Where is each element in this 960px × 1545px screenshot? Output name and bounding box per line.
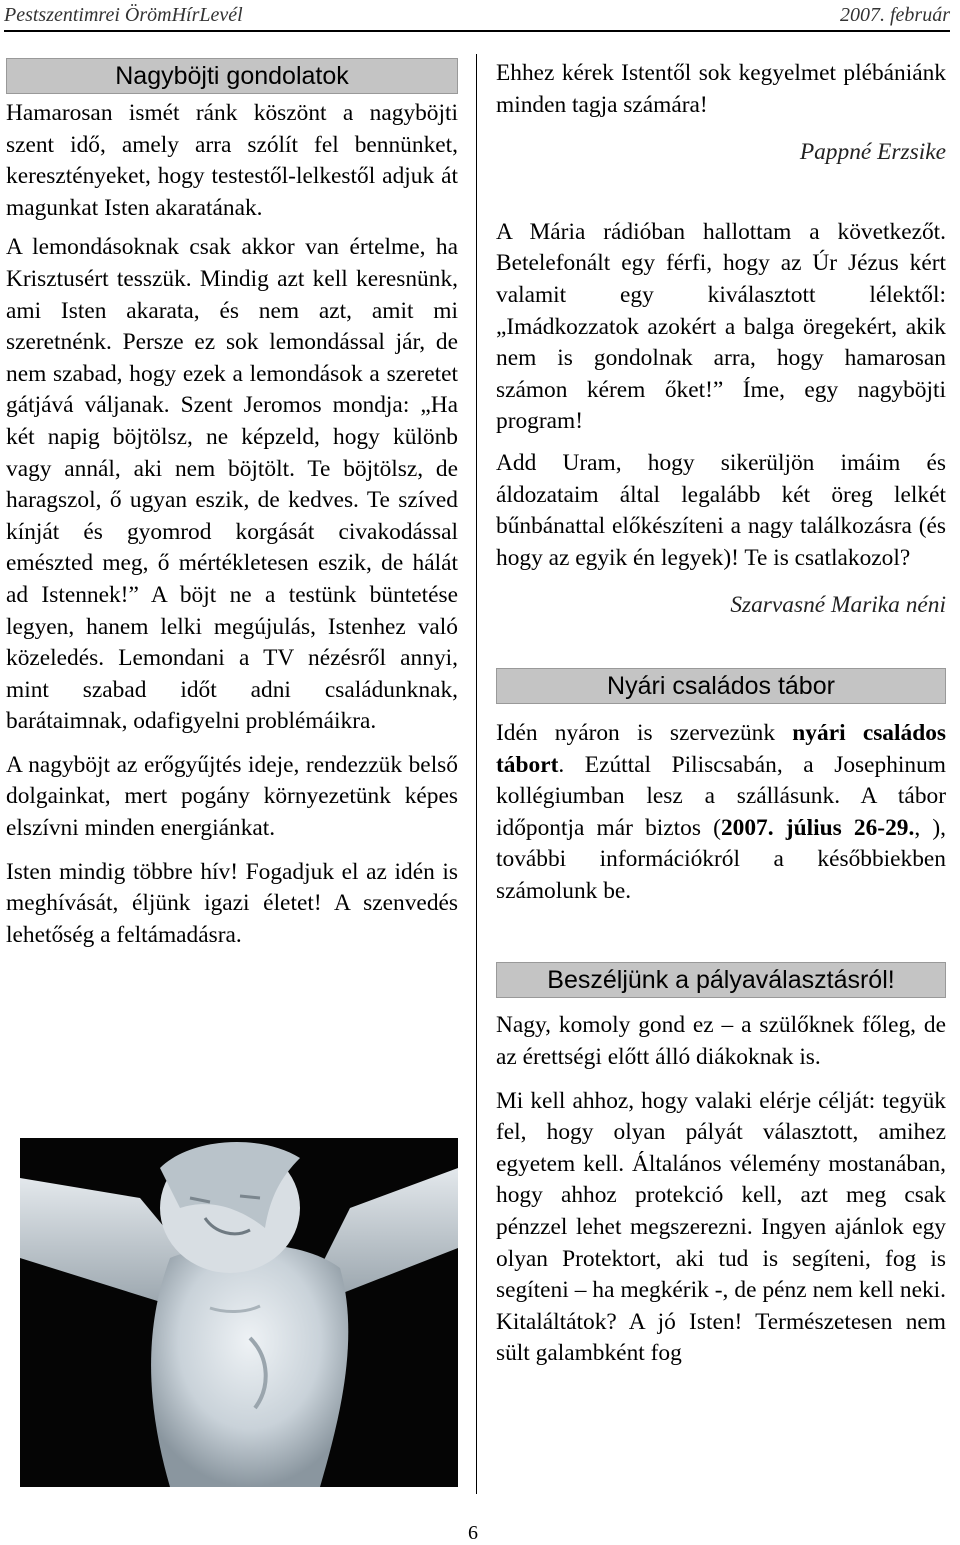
lent-paragraph: A lemondásoknak csak akkor van értelme, ha Krisztusért tesszük. Mindig azt kell keresnünk, ami Isten akarata, és nem azt, amit mi szeretnénk. Persze ez sok lemondással jár, de nem szabad, hogy ezek a lemondások a szeretet gátjává váljanak. Szent Jeromos mondja: „Ha két napig böjtölsz, ne képzeld, hogy különb vagy annál, aki nem böjtölt. Te böjtölsz, de haragszol, ő ugyan eszik, de kedves. Te szíved kínját és gyomrod korgását civakodással emészted meg, ő mértékletesen eszik, de hálát ad Istennek!” A böjt ne a testünk büntetése legyen, hanem lelki megújulás, Istenhez való közeledés. Lemondani a TV nézésről annyi, mint szabad időt adni családunknak, barátaimnak, odafigyelni problémáikra. bbox=[6, 234, 458, 735]
signature-pappne: Pappné Erzsike bbox=[799, 139, 946, 166]
camp-title: Nyári családos tábor bbox=[496, 668, 946, 704]
signature-szarvasne: Szarvasné Marika néni bbox=[730, 592, 946, 619]
page-number: 6 bbox=[468, 1522, 478, 1544]
lent-paragraph: A nagyböjt az erőgyűjtés ideje, rendezzük belső dolgainkat, mert pogány környezetünk képes elszívni minden energiánkat. bbox=[6, 751, 458, 842]
camp-section bbox=[496, 668, 946, 908]
right-column bbox=[496, 58, 946, 1370]
crucifix-photo bbox=[20, 1138, 458, 1487]
page-header bbox=[4, 0, 950, 32]
camp-paragraph: Idén nyáron is szervezünk nyári családos tábort. Ezúttal Piliscsabán, a Josephinum kollégiumban lesz a szállásunk. A tábor időpontja már biztos (2007. július 26-29., ), további információkról a későbbiekben számolunk be. bbox=[496, 719, 946, 904]
lent-paragraph: Hamarosan ismét ránk köszönt a nagyböjti szent idő, amely arra szólít fel bennünket, keresztényeket, hogy testestől-lelkestől adjuk át magunkat Isten akaratának. bbox=[6, 100, 458, 221]
career-paragraph: Mi kell ahhoz, hogy valaki elérje célját: tegyük fel, hogy olyan pályát választott, amihez egyetem kell. Általános vélemény mostanában, hogy ahhoz protekció kell, azt meg csak pénzzel lehet megszerezni. Ingyen ajánlok egy olyan Protektort, aki tud is segíteni, fog is segíteni – ha megkérik -, de pénz nem kell neki. Kitaláltátok? A jó Isten! Természetesen nem sült galambként fog bbox=[496, 1087, 946, 1367]
lent-paragraph: Isten mindig többre hív! Fogadjuk el az idén is meghívását, éljünk igazi életet! A szenvedés lehetőség a feltámadásra. bbox=[6, 858, 458, 948]
story-paragraph: A Mária rádióban hallottam a következőt. Betelefonált egy férfi, hogy az Úr Jézus kért valamit egy kiválasztott lélektől: „Imádkozzatok azokért a balga öregekért, akik nem is gondolnak arra, hogy hamarosan számon kérem őket!” Íme, egy nagyböjti program! bbox=[496, 218, 946, 435]
newsletter-title: Pestszentimrei ÖrömHírLevél bbox=[4, 4, 243, 26]
lent-thoughts-title: Nagyböjti gondolatok bbox=[6, 58, 458, 94]
career-paragraph: Nagy, komoly gond ez – a szülőknek főleg, de az érettségi előtt álló diákoknak is. bbox=[496, 1012, 946, 1071]
intro-paragraph: Ehhez kérek Istentől sok kegyelmet plébániánk minden tagja számára! bbox=[496, 60, 946, 118]
left-column bbox=[6, 58, 458, 951]
career-section bbox=[496, 962, 946, 1370]
column-divider bbox=[476, 54, 477, 1494]
issue-date: 2007. február bbox=[840, 4, 950, 26]
career-title: Beszéljünk a pályaválasztásról! bbox=[496, 962, 946, 998]
story-paragraph: Add Uram, hogy sikerüljön imáim és áldozataim által legalább két öreg lelkét bűnbánattal előkészíteni a nagy találkozásra (és hogy az egyik én legyek)! Te is csatlakozol? bbox=[496, 449, 946, 571]
